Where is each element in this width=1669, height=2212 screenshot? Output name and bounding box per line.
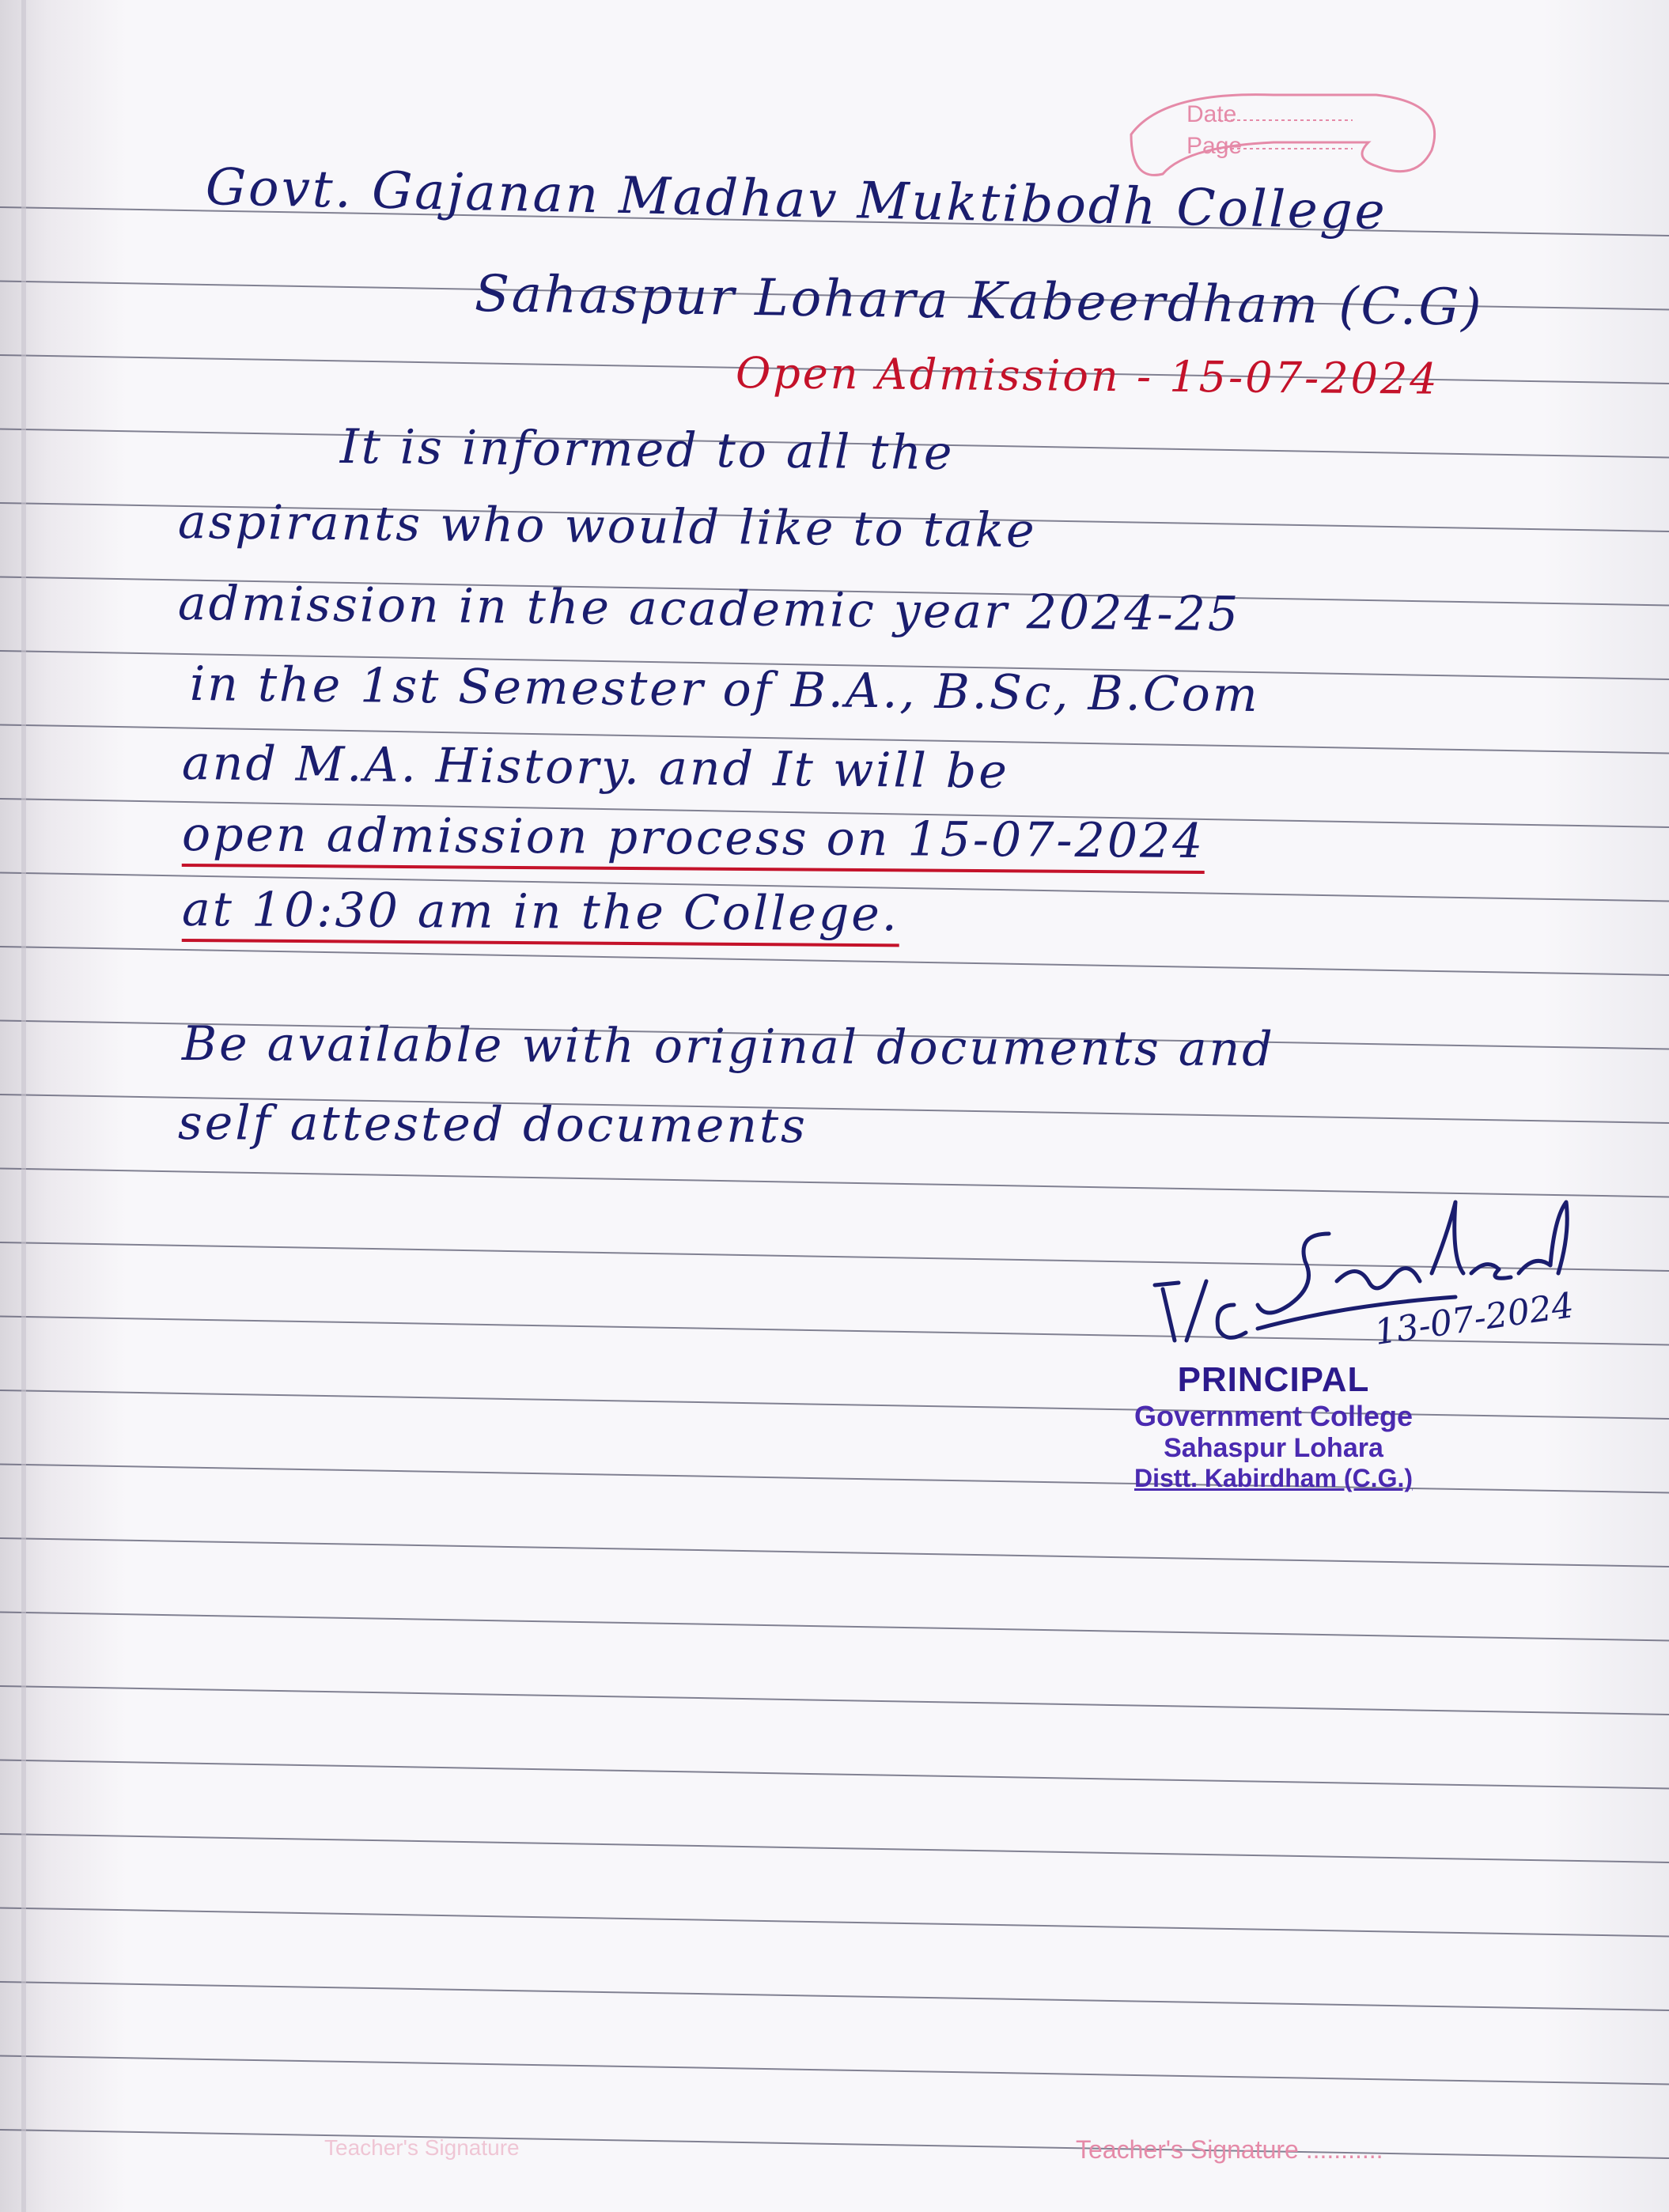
college-location: Sahaspur Lohara Kabeerdham (C.G): [474, 265, 1484, 338]
rule-line: [0, 947, 1669, 975]
body-line-6: open admission process on 15-07-2024: [182, 807, 1205, 874]
instruction-line-2: self attested documents: [177, 1095, 808, 1155]
body-line-1: It is informed to all the: [339, 419, 955, 482]
body-line-4: in the 1st Semester of B.A., B.Sc, B.Com: [189, 656, 1261, 724]
rule-line: [0, 1908, 1669, 1937]
principal-seal: [1068, 1360, 1479, 1493]
footer-faint-label: Teacher's Signature: [324, 2135, 520, 2160]
date-page-box: [1115, 87, 1455, 190]
rule-line: [0, 2130, 1669, 2158]
notice-heading: Open Admission - 15-07-2024: [735, 348, 1440, 404]
instruction-line-1: Be available with original documents and: [181, 1016, 1275, 1078]
college-name: Govt. Gajanan Madhav Muktibodh College: [205, 158, 1388, 242]
body-line-7: at 10:30 am in the College.: [182, 882, 899, 947]
seal-line-3: Distt. Kabirdham (C.G.): [1133, 1464, 1413, 1492]
rule-line: [0, 1834, 1669, 1862]
seal-line-1: Government College: [1133, 1400, 1414, 1432]
rule-line: [0, 1538, 1669, 1567]
seal-title: PRINCIPAL: [1177, 1360, 1370, 1399]
page-field-label: Page: [1186, 133, 1243, 159]
handwritten-signature: [1139, 1186, 1645, 1368]
rule-line: [0, 2056, 1669, 2085]
svg-text:13-07-2024: 13-07-2024: [1372, 1285, 1576, 1353]
rule-line: [0, 1760, 1669, 1789]
body-line-3: admission in the academic year 2024-25: [177, 576, 1241, 643]
body-line-5: and M.A. History. and It will be: [181, 735, 1010, 800]
rule-line: [0, 1686, 1669, 1715]
rule-line: [0, 1982, 1669, 2010]
rule-line: [0, 1613, 1669, 1641]
seal-line-2: Sahaspur Lohara: [1164, 1433, 1383, 1463]
body-line-2: aspirants who would like to take: [177, 494, 1037, 559]
teacher-signature-label: Teacher's Signature ...........: [1076, 2135, 1383, 2164]
date-field-label: Date: [1186, 101, 1237, 127]
